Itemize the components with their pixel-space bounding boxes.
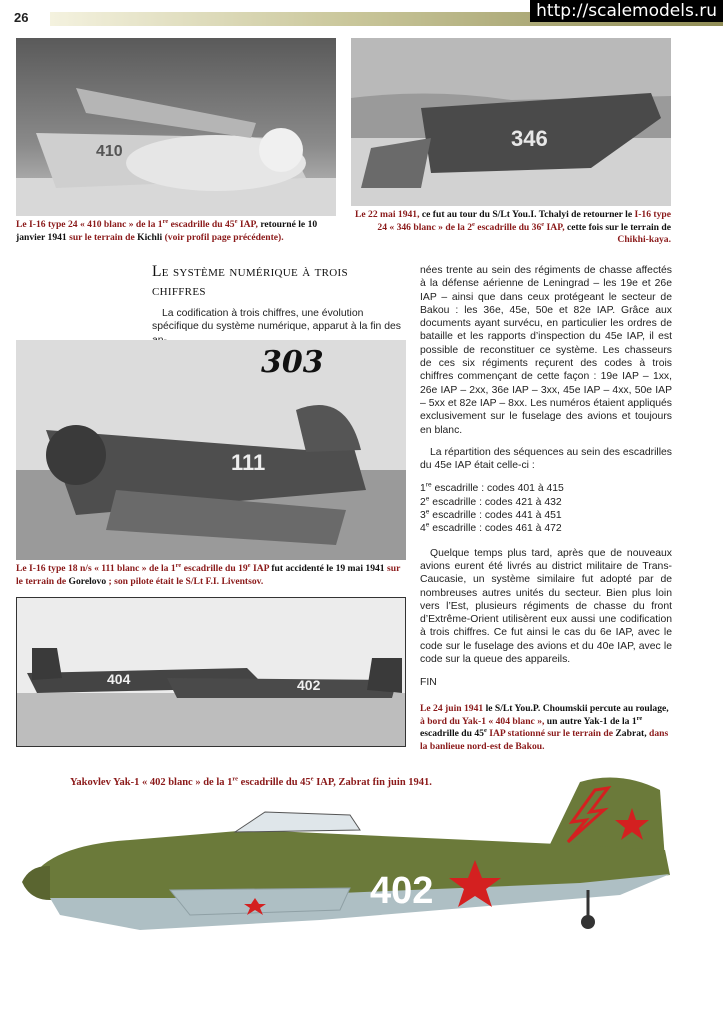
watermark: http://scalemodels.ru — [530, 0, 723, 22]
profile-caption: Yakovlev Yak-1 « 402 blanc » de la 1re escadrille du 45e IAP, Zabrat fin juin 1941. — [70, 775, 432, 788]
caption-photo1: Le I-16 type 24 « 410 blanc » de la 1re escadrille du 45e IAP, retourné le 10 janvier 1941 sur le terrain de Kichli (voir profil page précédente). — [16, 217, 318, 243]
profile-number: 402 — [370, 870, 434, 912]
photo4-number-b: 402 — [297, 677, 321, 693]
photo-i16-410 — [16, 38, 336, 216]
escadrille-list — [420, 482, 672, 535]
paragraph-3: Quelque temps plus tard, après que de nouveaux avions eurent été livrés au district militaire de Trans-Caucasie, un système similaire fut adopté par de nombreuses autres unités du secteur. Bien plus loin vers l’Est, plusieurs régiments de chasse du front d’Extrême-Orient utilisèrent eux aussi une codification à trois chiffres. Ce fut ainsi le cas du 6e IAP, avec le code sur le fuselage des avions et du 40e IAP, avec le code sur la queue des appareils. — [420, 547, 672, 666]
intro-text: La codification à trois chiffres, une évolution spécifique du système numérique, apparut à la fin des — [152, 308, 401, 333]
article-heading: Le système numérique à trois chiffres — [152, 263, 348, 299]
photo1-number: 410 — [96, 143, 123, 160]
photo3-written-number: 303 — [261, 345, 324, 380]
photo2-number: 346 — [511, 126, 548, 151]
list-item: 3e escadrille : codes 441 à 451 — [420, 508, 562, 522]
photo-i16-346 — [351, 38, 671, 206]
caption-photo2: Le 22 mai 1941, ce fut au tour du S/Lt You.I. Tchalyi de retourner le I-16 type 24 « 346 blanc » de la 2e escadrille du 36e IAP, cette fois sur le terrain de Chikhi-kaya. — [355, 209, 671, 245]
page-number: 26 — [14, 10, 29, 25]
list-item: 4e escadrille : codes 461 à 472 — [420, 521, 562, 535]
photo-yak1-404-402 — [16, 597, 406, 747]
caption-photo4: Le 24 juin 1941 le S/Lt You.P. Choumskii percute au roulage, à bord du Yak-1 « 404 blanc », un autre Yak-1 de la 1re escadrille du 45e IAP stationné sur le terrain de Zabrat, dans la banlieue nord-est de Bakou. — [420, 703, 669, 752]
list-item: 2e escadrille : codes 421 à 432 — [420, 495, 562, 508]
list-item: 1re escadrille : codes 401 à 415 — [420, 481, 564, 495]
photo3-number: 111 — [231, 450, 266, 475]
right-column — [420, 264, 672, 690]
paragraph-1: nées trente au sein des régiments de chasse affectés à la défense aérienne de Leningrad – les 19e et 26e IAP – ainsi que dans ceux protégeant le secteur de Bakou : les 36e, 45e, 50e et 82e IAP. Grâce aux documents ayant survécu, en particulier les ordres de bataille et les rapports d’inspection du 45e IAP, il est possible de reconstituer ce système. Les chasseurs de ces six régiments reçurent des codes à trois chiffres commençant de cette façon : 19e IAP – 1xx, 26e IAP – 2xx, 36e IAP – 3xx, 45e IAP – 4xx, 50e IAP – 5xx et 82e IAP – 8xx. Les numéros étaient appliqués exclusivement sur le fuselage des avions et toujours en blanc. — [420, 265, 672, 436]
photo-i16-111 — [16, 340, 406, 560]
photo4-number-a: 404 — [107, 671, 131, 687]
paragraph-2: La répartition des séquences au sein des escadrilles du 45e IAP était celle-ci : — [420, 446, 672, 472]
yak1-profile — [20, 770, 710, 960]
caption-photo3: Le I-16 type 18 n/s « 111 blanc » de la 1re escadrille du 19e IAP fut accidenté le 19 mai 1941 sur le terrain de Gorelovo ; son pilote était le S/Lt F.I. Liventsov. — [16, 561, 401, 587]
fin-label: FIN — [420, 677, 437, 689]
